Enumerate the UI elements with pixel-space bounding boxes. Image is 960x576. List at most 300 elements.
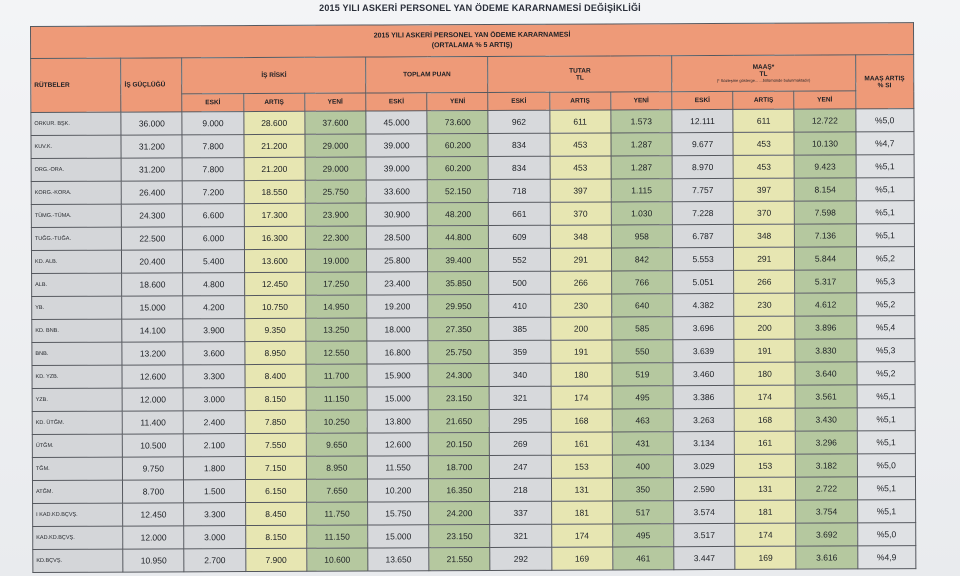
rank-cell: YB.: [32, 296, 122, 319]
maas-artis-cell: 230: [734, 293, 795, 316]
table-title-line2: (ORTALAMA % 5 ARTIŞ): [431, 41, 513, 49]
tutar-yeni-cell: 461: [613, 547, 674, 570]
is-riski-yeni-cell: 14.950: [306, 295, 367, 318]
tutar-artis-cell: 348: [550, 225, 611, 248]
tutar-artis-cell: 161: [551, 432, 612, 455]
tutar-eski-cell: 410: [489, 294, 550, 317]
sub-header-eski: ESKİ: [366, 93, 427, 111]
table-row: [33, 546, 916, 573]
toplam-puan-yeni-cell: 48.200: [427, 203, 488, 226]
sub-header-eski: ESKİ: [182, 94, 243, 112]
tutar-eski-cell: 321: [490, 524, 551, 547]
header-toplam-puan: TOPLAM PUAN: [366, 57, 489, 94]
maas-artis-orani-cell: %5,1: [857, 500, 916, 523]
tutar-yeni-cell: 463: [612, 409, 673, 432]
tutar-yeni-cell: 640: [611, 294, 672, 317]
tutar-yeni-cell: 842: [611, 248, 672, 271]
maas-eski-cell: 3.517: [674, 523, 735, 546]
tutar-yeni-cell: 400: [612, 455, 673, 478]
is-riski-eski-cell: 4.800: [183, 273, 244, 296]
maas-artis-cell: 153: [735, 454, 796, 477]
tutar-artis-cell: 174: [551, 386, 612, 409]
rank-cell: BNB.: [32, 342, 122, 365]
header-is-riski: İŞ RİSKİ: [182, 57, 366, 94]
toplam-puan-eski-cell: 16.800: [367, 341, 428, 364]
maas-yeni-cell: 7.136: [795, 224, 856, 247]
tutar-artis-cell: 180: [551, 363, 612, 386]
maas-artis-orani-cell: %5,1: [856, 201, 915, 224]
is-riski-yeni-cell: 13.250: [306, 318, 367, 341]
maas-eski-cell: 5.051: [673, 270, 734, 293]
tutar-eski-cell: 552: [489, 248, 550, 271]
is-riski-yeni-cell: 22.300: [305, 226, 366, 249]
maas-artis-cell: 397: [733, 178, 794, 201]
tutar-eski-cell: 359: [489, 340, 550, 363]
tutar-artis-cell: 370: [550, 202, 611, 225]
maas-yeni-cell: 3.616: [796, 546, 857, 569]
maas-yeni-cell: 3.296: [796, 431, 857, 454]
tutar-artis-cell: 266: [550, 271, 611, 294]
maas-yeni-cell: 10.130: [794, 132, 855, 155]
is-riski-artis-cell: 7.850: [245, 410, 306, 433]
is-guclugu-cell: 12.000: [123, 526, 184, 549]
maas-artis-cell: 131: [735, 477, 796, 500]
tutar-artis-cell: 174: [551, 524, 612, 547]
header-maas-unit: TL: [759, 70, 768, 78]
is-riski-artis-cell: 12.450: [244, 272, 305, 295]
maas-eski-cell: 3.574: [674, 500, 735, 523]
tutar-eski-cell: 500: [489, 271, 550, 294]
header-maas-artis: [855, 55, 914, 109]
is-riski-yeni-cell: 17.250: [305, 272, 366, 295]
sub-header-yeni: YENİ: [427, 93, 488, 111]
is-riski-artis-cell: 8.150: [245, 387, 306, 410]
is-riski-artis-cell: 21.200: [244, 134, 305, 157]
rank-cell: YZB.: [32, 388, 122, 411]
is-riski-yeni-cell: 11.700: [306, 364, 367, 387]
is-guclugu-cell: 12.450: [123, 503, 184, 526]
maas-artis-orani-cell: %5,3: [856, 339, 915, 362]
tutar-yeni-cell: 1.115: [611, 179, 672, 202]
is-riski-artis-cell: 8.950: [245, 341, 306, 364]
sub-header-yeni: YENİ: [611, 92, 672, 110]
maas-artis-orani-cell: %5,2: [856, 247, 915, 270]
maas-yeni-cell: 7.598: [795, 201, 856, 224]
is-riski-artis-cell: 21.200: [244, 157, 305, 180]
is-guclugu-cell: 18.600: [122, 273, 183, 296]
is-riski-yeni-cell: 8.950: [306, 456, 367, 479]
maas-eski-cell: 7.757: [672, 178, 733, 201]
toplam-puan-eski-cell: 39.000: [366, 157, 427, 180]
is-riski-yeni-cell: 11.750: [306, 502, 367, 525]
tutar-yeni-cell: 1.573: [611, 110, 672, 133]
is-riski-artis-cell: 17.300: [244, 203, 305, 226]
maas-artis-cell: 174: [735, 523, 796, 546]
is-guclugu-cell: 10.950: [123, 549, 184, 572]
rank-cell: TÜMG.-TÜMA.: [31, 204, 121, 227]
is-riski-yeni-cell: 19.000: [305, 249, 366, 272]
is-riski-eski-cell: 2.100: [184, 434, 245, 457]
maas-yeni-cell: 5.844: [795, 247, 856, 270]
toplam-puan-yeni-cell: 16.350: [429, 478, 490, 501]
is-riski-eski-cell: 2.700: [184, 549, 245, 572]
is-riski-eski-cell: 7.200: [183, 181, 244, 204]
maas-artis-orani-cell: %5,1: [857, 385, 916, 408]
toplam-puan-eski-cell: 15.000: [367, 387, 428, 410]
is-riski-artis-cell: 18.550: [244, 180, 305, 203]
maas-eski-cell: 3.134: [673, 431, 734, 454]
is-riski-yeni-cell: 10.250: [306, 410, 367, 433]
tutar-artis-cell: 181: [551, 501, 612, 524]
maas-artis-cell: 174: [734, 385, 795, 408]
rank-cell: KD. BNB.: [32, 319, 122, 342]
is-riski-yeni-cell: 12.550: [306, 341, 367, 364]
is-riski-artis-cell: 8.450: [245, 502, 306, 525]
tutar-eski-cell: 321: [489, 386, 550, 409]
header-tutar: [488, 56, 672, 93]
toplam-puan-eski-cell: 18.000: [367, 318, 428, 341]
toplam-puan-eski-cell: 13.800: [367, 410, 428, 433]
maas-artis-cell: 180: [734, 362, 795, 385]
is-guclugu-cell: 20.400: [122, 250, 183, 273]
document-title: 2015 YILI ASKERİ PERSONEL YAN ÖDEME KARARNAMESİ DEĞİŞİKLİĞİ: [319, 3, 641, 13]
table-body: [31, 109, 916, 573]
rank-cell: ÜTĞM.: [32, 434, 122, 457]
is-riski-eski-cell: 3.300: [184, 503, 245, 526]
maas-yeni-cell: 3.830: [795, 339, 856, 362]
tutar-eski-cell: 718: [489, 179, 550, 202]
is-guclugu-cell: 15.000: [122, 296, 183, 319]
maas-eski-cell: 2.590: [673, 477, 734, 500]
salary-table: [30, 22, 916, 573]
maas-yeni-cell: 4.612: [795, 293, 856, 316]
tutar-yeni-cell: 1.287: [611, 156, 672, 179]
maas-artis-cell: 169: [735, 546, 796, 569]
is-guclugu-cell: 9.750: [123, 457, 184, 480]
is-riski-eski-cell: 1.500: [184, 480, 245, 503]
toplam-puan-yeni-cell: 18.700: [429, 455, 490, 478]
rank-cell: ORKUR. BŞK.: [31, 112, 121, 135]
tutar-eski-cell: 609: [489, 225, 550, 248]
toplam-puan-yeni-cell: 21.550: [429, 547, 490, 570]
is-guclugu-cell: 36.000: [121, 112, 182, 135]
rank-cell: I KAD.KD.BÇVŞ.: [33, 503, 123, 526]
is-riski-yeni-cell: 11.150: [306, 387, 367, 410]
rank-cell: TUĞG.-TUĞA.: [31, 227, 121, 250]
toplam-puan-yeni-cell: 24.300: [428, 363, 489, 386]
table-title: [31, 23, 914, 59]
tutar-artis-cell: 168: [551, 409, 612, 432]
is-guclugu-cell: 11.400: [122, 411, 183, 434]
sub-header-eski: ESKİ: [488, 92, 549, 110]
maas-yeni-cell: 12.722: [794, 109, 855, 132]
is-riski-eski-cell: 9.000: [182, 112, 243, 135]
tutar-artis-cell: 291: [550, 248, 611, 271]
header-tutar-label: TUTAR: [569, 67, 591, 75]
maas-eski-cell: 6.787: [672, 224, 733, 247]
maas-artis-orani-cell: %5,1: [857, 431, 916, 454]
tutar-eski-cell: 247: [490, 455, 551, 478]
header-maas-artis-label: MAAŞ ARTIŞ: [864, 74, 905, 82]
maas-artis-orani-cell: %4,9: [857, 546, 916, 569]
maas-artis-orani-cell: %5,2: [856, 293, 915, 316]
maas-yeni-cell: 3.640: [795, 362, 856, 385]
maas-artis-cell: 181: [735, 500, 796, 523]
is-guclugu-cell: 10.500: [123, 434, 184, 457]
is-guclugu-cell: 22.500: [122, 227, 183, 250]
tutar-eski-cell: 834: [488, 156, 549, 179]
is-riski-artis-cell: 7.900: [245, 548, 306, 571]
maas-yeni-cell: 3.754: [796, 500, 857, 523]
maas-eski-cell: 7.228: [672, 201, 733, 224]
sub-header-artis: ARTIŞ: [243, 93, 304, 111]
tutar-yeni-cell: 550: [612, 340, 673, 363]
maas-artis-orani-cell: %5,1: [856, 155, 915, 178]
maas-eski-cell: 12.111: [672, 109, 733, 132]
tutar-yeni-cell: 585: [612, 317, 673, 340]
is-riski-yeni-cell: 23.900: [305, 203, 366, 226]
tutar-artis-cell: 169: [551, 547, 612, 570]
toplam-puan-eski-cell: 19.200: [367, 295, 428, 318]
is-riski-artis-cell: 8.150: [245, 525, 306, 548]
rank-cell: KORG.-KORA.: [31, 181, 121, 204]
maas-artis-orani-cell: %5,4: [856, 316, 915, 339]
rank-cell: KAD.KD.BÇVŞ.: [33, 526, 123, 549]
maas-artis-orani-cell: %5,1: [857, 408, 916, 431]
maas-artis-cell: 191: [734, 339, 795, 362]
tutar-artis-cell: 200: [550, 317, 611, 340]
is-guclugu-cell: 13.200: [122, 342, 183, 365]
toplam-puan-eski-cell: 10.200: [368, 479, 429, 502]
maas-artis-cell: 611: [733, 109, 794, 132]
maas-artis-cell: 453: [733, 155, 794, 178]
maas-artis-orani-cell: %5,1: [857, 477, 916, 500]
maas-eski-cell: 5.553: [672, 247, 733, 270]
toplam-puan-yeni-cell: 60.200: [427, 157, 488, 180]
is-riski-yeni-cell: 10.600: [307, 548, 368, 571]
toplam-puan-yeni-cell: 73.600: [427, 111, 488, 134]
sub-header-artis: ARTIŞ: [549, 92, 610, 110]
toplam-puan-yeni-cell: 21.650: [428, 409, 489, 432]
maas-yeni-cell: 3.896: [795, 316, 856, 339]
tutar-yeni-cell: 495: [612, 524, 673, 547]
toplam-puan-eski-cell: 12.600: [367, 433, 428, 456]
tutar-eski-cell: 834: [488, 133, 549, 156]
tutar-eski-cell: 218: [490, 478, 551, 501]
toplam-puan-eski-cell: 15.900: [367, 364, 428, 387]
maas-artis-cell: 348: [734, 224, 795, 247]
rank-cell: TĞM.: [32, 457, 122, 480]
sub-header-eski: ESKİ: [672, 91, 733, 109]
rank-cell: KD.BÇVŞ.: [33, 549, 123, 572]
is-riski-yeni-cell: 9.650: [306, 433, 367, 456]
maas-eski-cell: 3.447: [674, 546, 735, 569]
tutar-artis-cell: 230: [550, 294, 611, 317]
header-maas-artis-unit: % SI: [877, 81, 892, 89]
maas-yeni-cell: 3.692: [796, 523, 857, 546]
tutar-yeni-cell: 958: [611, 225, 672, 248]
maas-eski-cell: 3.029: [673, 454, 734, 477]
is-riski-yeni-cell: 11.150: [307, 525, 368, 548]
is-riski-yeni-cell: 25.750: [305, 180, 366, 203]
maas-eski-cell: 3.263: [673, 408, 734, 431]
maas-artis-orani-cell: %5,1: [856, 224, 915, 247]
is-riski-artis-cell: 28.600: [244, 111, 305, 134]
toplam-puan-yeni-cell: 25.750: [428, 340, 489, 363]
toplam-puan-eski-cell: 33.600: [366, 180, 427, 203]
toplam-puan-yeni-cell: 23.150: [429, 524, 490, 547]
toplam-puan-eski-cell: 45.000: [366, 111, 427, 134]
maas-yeni-cell: 2.722: [796, 477, 857, 500]
tutar-yeni-cell: 1.287: [611, 133, 672, 156]
tutar-eski-cell: 292: [490, 547, 551, 570]
toplam-puan-yeni-cell: 20.150: [428, 432, 489, 455]
is-riski-artis-cell: 8.400: [245, 364, 306, 387]
maas-yeni-cell: 3.430: [796, 408, 857, 431]
is-riski-eski-cell: 1.800: [184, 457, 245, 480]
maas-artis-cell: 266: [734, 270, 795, 293]
maas-artis-orani-cell: %5,3: [856, 270, 915, 293]
maas-eski-cell: 4.382: [673, 293, 734, 316]
tutar-yeni-cell: 517: [612, 501, 673, 524]
sub-header-yeni: YENİ: [305, 93, 366, 111]
maas-yeni-cell: 5.317: [795, 270, 856, 293]
is-riski-eski-cell: 7.800: [183, 158, 244, 181]
tutar-artis-cell: 397: [550, 179, 611, 202]
maas-eski-cell: 9.677: [672, 132, 733, 155]
toplam-puan-yeni-cell: 60.200: [427, 134, 488, 157]
is-riski-eski-cell: 3.000: [184, 388, 245, 411]
is-riski-eski-cell: 7.800: [182, 135, 243, 158]
maas-artis-cell: 453: [733, 132, 794, 155]
rank-cell: ATĞM.: [32, 480, 122, 503]
table-title-line1: 2015 YILI ASKERİ PERSONEL YAN ÖDEME KARARNAMESİ: [373, 31, 571, 40]
is-guclugu-cell: 12.000: [122, 388, 183, 411]
toplam-puan-eski-cell: 25.800: [367, 249, 428, 272]
tutar-yeni-cell: 495: [612, 386, 673, 409]
tutar-artis-cell: 453: [550, 133, 611, 156]
tutar-eski-cell: 385: [489, 317, 550, 340]
maas-artis-cell: 168: [734, 408, 795, 431]
rank-cell: ORG.-ORA.: [31, 158, 121, 181]
tutar-yeni-cell: 1.030: [611, 202, 672, 225]
is-riski-eski-cell: 3.000: [184, 526, 245, 549]
toplam-puan-yeni-cell: 24.200: [429, 501, 490, 524]
is-riski-artis-cell: 7.550: [245, 433, 306, 456]
is-riski-yeni-cell: 7.650: [306, 479, 367, 502]
is-guclugu-cell: 8.700: [123, 480, 184, 503]
rank-cell: KUV.K.: [31, 135, 121, 158]
is-riski-eski-cell: 2.400: [184, 411, 245, 434]
maas-yeni-cell: 8.154: [795, 178, 856, 201]
is-riski-eski-cell: 3.300: [183, 365, 244, 388]
header-rutbeler: RÜTBELER: [31, 58, 122, 112]
maas-artis-orani-cell: %4,7: [856, 132, 915, 155]
is-riski-yeni-cell: 29.000: [305, 157, 366, 180]
rank-cell: KD. ALB.: [31, 250, 121, 273]
is-riski-eski-cell: 4.200: [183, 296, 244, 319]
is-riski-artis-cell: 10.750: [244, 295, 305, 318]
is-riski-yeni-cell: 29.000: [305, 134, 366, 157]
maas-artis-cell: 291: [734, 247, 795, 270]
toplam-puan-yeni-cell: 44.800: [428, 226, 489, 249]
is-riski-eski-cell: 6.600: [183, 204, 244, 227]
maas-eski-cell: 8.970: [672, 155, 733, 178]
maas-eski-cell: 3.696: [673, 316, 734, 339]
is-guclugu-cell: 31.200: [121, 158, 182, 181]
maas-yeni-cell: 3.561: [795, 385, 856, 408]
is-riski-artis-cell: 9.350: [244, 318, 305, 341]
is-riski-artis-cell: 13.600: [244, 249, 305, 272]
rank-cell: KD. ÜTĞM.: [32, 411, 122, 434]
rank-cell: KD. YZB.: [32, 365, 122, 388]
tutar-eski-cell: 340: [489, 363, 550, 386]
sub-header-artis: ARTIŞ: [733, 91, 794, 109]
tutar-artis-cell: 453: [550, 156, 611, 179]
is-riski-eski-cell: 6.000: [183, 227, 244, 250]
toplam-puan-eski-cell: 15.000: [368, 525, 429, 548]
tutar-eski-cell: 269: [490, 432, 551, 455]
is-riski-eski-cell: 3.600: [183, 342, 244, 365]
toplam-puan-yeni-cell: 29.950: [428, 294, 489, 317]
header-maas: [672, 55, 856, 92]
rank-cell: ALB.: [32, 273, 122, 296]
tutar-eski-cell: 661: [489, 202, 550, 225]
toplam-puan-yeni-cell: 35.850: [428, 271, 489, 294]
is-guclugu-cell: 24.300: [122, 204, 183, 227]
header-is-guclugu: İŞ GÜÇLÜĞÜ: [121, 58, 182, 112]
tutar-artis-cell: 131: [551, 478, 612, 501]
toplam-puan-eski-cell: 15.750: [368, 502, 429, 525]
tutar-eski-cell: 295: [490, 409, 551, 432]
maas-artis-cell: 161: [734, 431, 795, 454]
maas-eski-cell: 3.386: [673, 385, 734, 408]
is-riski-eski-cell: 5.400: [183, 250, 244, 273]
maas-artis-cell: 200: [734, 316, 795, 339]
tutar-yeni-cell: 350: [612, 478, 673, 501]
maas-artis-cell: 370: [733, 201, 794, 224]
tutar-yeni-cell: 519: [612, 363, 673, 386]
tutar-artis-cell: 191: [550, 340, 611, 363]
tutar-artis-cell: 611: [549, 110, 610, 133]
is-guclugu-cell: 12.600: [122, 365, 183, 388]
header-maas-note: (* Sözleşme gösterge... ...bölümünde bulunmaktadır): [716, 77, 811, 84]
tutar-eski-cell: 962: [488, 110, 549, 133]
toplam-puan-eski-cell: 28.500: [366, 226, 427, 249]
maas-eski-cell: 3.639: [673, 339, 734, 362]
maas-artis-orani-cell: %5,2: [857, 362, 916, 385]
toplam-puan-eski-cell: 23.400: [367, 272, 428, 295]
maas-artis-orani-cell: %5,0: [857, 523, 916, 546]
salary-sheet: [30, 22, 918, 576]
toplam-puan-eski-cell: 39.000: [366, 134, 427, 157]
maas-yeni-cell: 9.423: [794, 155, 855, 178]
is-riski-yeni-cell: 37.600: [305, 111, 366, 134]
maas-eski-cell: 3.460: [673, 362, 734, 385]
tutar-yeni-cell: 431: [612, 432, 673, 455]
toplam-puan-eski-cell: 30.900: [366, 203, 427, 226]
tutar-eski-cell: 337: [490, 501, 551, 524]
is-riski-artis-cell: 16.300: [244, 226, 305, 249]
tutar-artis-cell: 153: [551, 455, 612, 478]
header-maas-label: MAAŞ*: [752, 63, 775, 71]
is-guclugu-cell: 26.400: [121, 181, 182, 204]
maas-artis-orani-cell: %5,0: [857, 454, 916, 477]
maas-yeni-cell: 3.182: [796, 454, 857, 477]
toplam-puan-yeni-cell: 52.150: [427, 180, 488, 203]
is-riski-artis-cell: 6.150: [245, 479, 306, 502]
toplam-puan-eski-cell: 11.550: [367, 456, 428, 479]
